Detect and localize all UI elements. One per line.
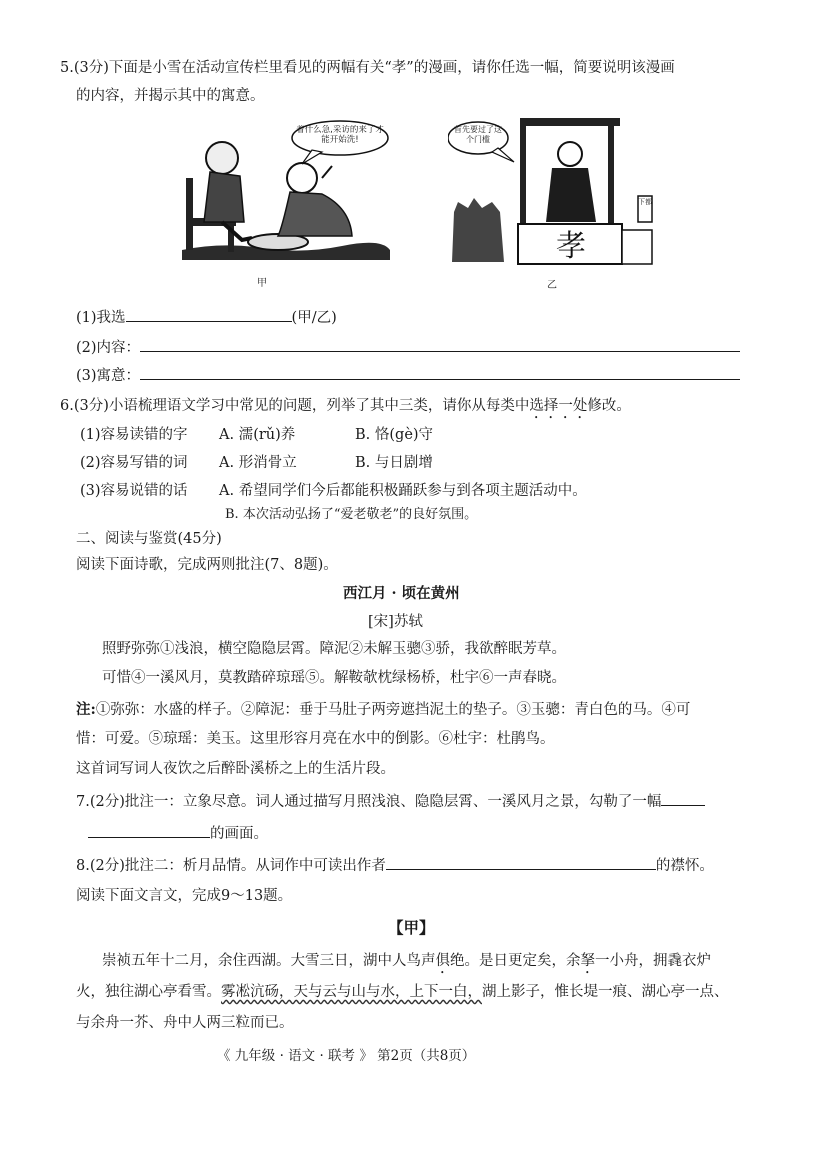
q6-stem [60,394,631,422]
classical-para-line1 [102,949,711,977]
q6-row1-a: A. 濡(rǔ)养 [219,427,296,443]
q8-prefix: 8.(2分)批注二：析月品情。从词作中可读出作者 [76,858,386,874]
cartoon-yi-sign-label: 下都 [638,198,652,206]
classical-para-line3: 与余舟一芥、舟中人两三粒而已。 [76,1015,294,1031]
cartoon-yi-bubble-text: 首先要过了这个门槛 [454,125,502,144]
poem-notes-line2: 惜：可爱。⑤琼瑶：美玉。这里形容月亮在水中的倒影。⑥杜宇：杜鹃鸟。 [76,731,555,747]
section2-title: 二、阅读与鉴赏(45分) [76,531,222,547]
q5-choose-line [76,306,337,327]
q6-row3-b: B. 本次活动弘扬了“爱老敬老”的良好氛围。 [225,507,478,522]
q5-content-label: (2)内容： [76,340,141,356]
page-footer: 《 九年级 · 语文 · 联考 》 第2页（共8页） [217,1048,476,1064]
poem-summary: 这首词写词人夜饮之后醉卧溪桥之上的生活片段。 [76,761,395,777]
q7-text: 7.(2分)批注一：立象尽意。词人通过描写月照浅浪、隐隐层霄、一溪风月之景，勾勒了一幅 [76,794,662,810]
classical-p1a: 崇祯五年十二月，余住西湖。大雪三日，湖中人鸟声 [102,953,436,969]
q5-content-blank[interactable] [140,337,740,352]
cartoon-yi-illustration [448,112,658,270]
classical-p2b: 雾凇沆砀，天与云与山与水，上下一白， [221,984,482,1000]
q7-blank-a[interactable] [661,791,705,806]
classical-p2c: 湖上影子，惟长堤一痕、湖心亭一点、 [482,984,729,1000]
q6-row1-b: B. 恪(gè)守 [355,427,434,443]
poem-title: 西江月 · 顷在黄州 [343,585,460,602]
q6-row2-b: B. 与日剧增 [355,455,433,471]
q6-stem-emphasis: 选择一处 [529,398,588,414]
q6-row2-label: (2)容易写错的词 [80,455,188,471]
poem-line2: 可惜④一溪风月，莫教踏碎琼瑶⑤。解鞍欹枕绿杨桥，杜宇⑥一声春晓。 [102,670,566,686]
q6-row3-label: (3)容易说错的话 [80,483,188,499]
q7-line1 [76,790,705,811]
cartoon-jia-illustration [182,118,390,268]
q8-blank[interactable] [386,855,656,870]
cartoon-jia-bubble-text: 着什么急,采访的来了才能开始洗! [296,125,384,145]
poem-line1: 照野弥弥①浅浪，横空隐隐层霄。障泥②未解玉骢③骄，我欲醉眠芳草。 [102,641,566,657]
q5-choose-label: (1)我选 [76,310,126,326]
q7-blank-b[interactable] [88,823,210,838]
classical-para-line2 [76,980,729,1001]
q6-stem-c: 修改。 [587,398,631,414]
q5-content-line [76,336,740,357]
q5-meaning-blank[interactable] [140,365,740,380]
poem-note-text1: ①弥弥：水盛的样子。②障泥：垂于马肚子两旁遮挡泥土的垫子。③玉骢：青白色的马。④可 [95,702,691,718]
q6-row2-a: A. 形消骨立 [219,455,297,471]
classical-p1e: 一小舟，拥毳衣炉 [595,953,711,969]
classical-p1b: 俱 [435,953,450,969]
cartoon-jia-caption: 甲 [257,278,267,289]
q7-suffix: 的画面。 [210,826,268,842]
q8-line [76,854,714,875]
classical-p1d: 拏 [580,953,595,969]
q5-meaning-line [76,364,740,385]
q7-line2 [88,822,268,843]
q5-meaning-label: (3)寓意： [76,368,141,384]
q6-row3-a: A. 希望同学们今后都能积极踊跃参与到各项主题活动中。 [219,483,587,499]
poem-note-label: 注: [76,701,96,718]
cartoon-yi-sign-char: 孝 [556,229,586,264]
q5-stem-line1: 5.(3分)下面是小雪在活动宣传栏里看见的两幅有关“孝”的漫画，请你任选一幅，简要说明该漫画 [60,60,675,76]
poem-notes-line1 [76,698,690,719]
q8-suffix: 的襟怀。 [655,858,714,874]
classical-p1c: 绝。是日更定矣，余 [450,953,581,969]
classical-label-jia: 【甲】 [388,918,435,937]
q5-choose-suffix: (甲/乙) [291,310,337,326]
q5-stem-line2: 的内容，并揭示其中的寓意。 [76,88,265,104]
section2-intro: 阅读下面诗歌，完成两则批注(7、8题)。 [76,557,338,573]
classical-p2a: 火，独往湖心亭看雪。 [76,984,221,1000]
q6-row1-label: (1)容易读错的字 [80,427,188,443]
poem-author: [宋]苏轼 [368,614,423,630]
q5-choose-blank[interactable] [126,307,292,322]
q6-stem-a: 6.(3分)小语梳理语文学习中常见的问题，列举了其中三类，请你从每类中 [60,398,530,414]
classical-intro: 阅读下面文言文，完成9～13题。 [76,888,293,904]
cartoon-yi-caption: 乙 [547,280,557,291]
